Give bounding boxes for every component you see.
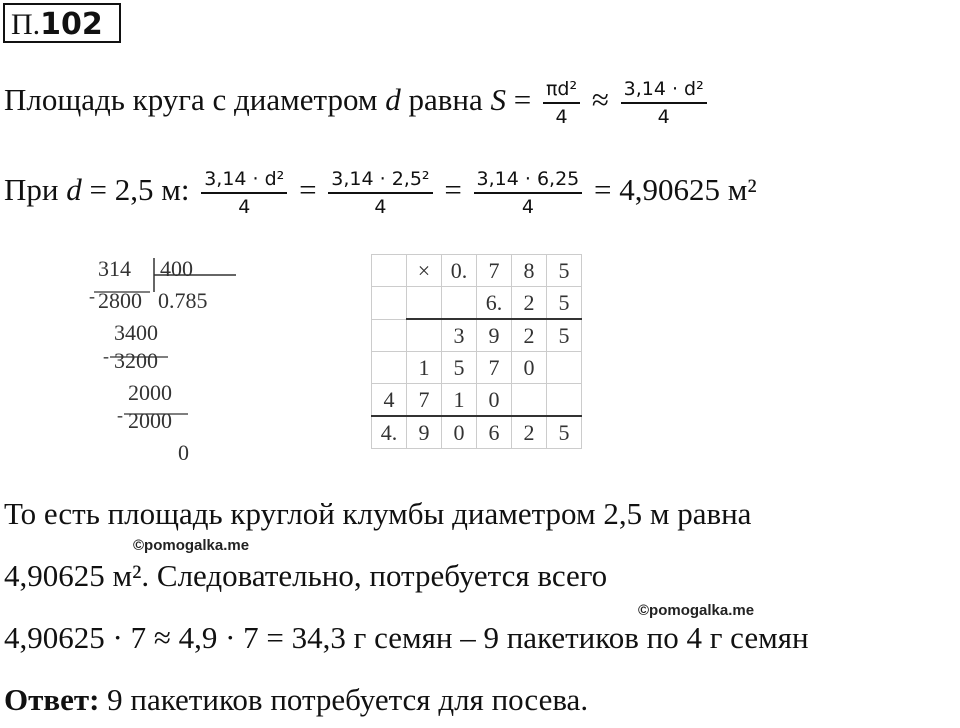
watermark: ©pomogalka.me — [133, 537, 250, 554]
fraction-denominator: 4 — [555, 106, 568, 128]
grid-row — [372, 255, 582, 287]
text-line-5: 4,90625 · 7 ≈ 4,9 · 7 = 34,3 г семян – 9 пакетиков по 4 г семян — [4, 620, 809, 655]
fraction-step-2 — [328, 168, 432, 218]
grid-cell: 5 — [442, 352, 477, 384]
grid-cell: 8 — [512, 255, 547, 287]
watermark: ©pomogalka.me — [638, 602, 755, 619]
grid-cell — [372, 352, 407, 384]
grid-cell: 9 — [477, 319, 512, 352]
divisor: 400 — [160, 256, 193, 281]
grid-cell: 7 — [477, 255, 512, 287]
grid-cell: 4. — [372, 416, 407, 449]
grid-row — [372, 287, 582, 320]
minus-sign: - — [89, 286, 95, 306]
answer-label: Ответ: — [4, 682, 100, 717]
line1-var: d — [385, 82, 401, 118]
grid-cell: 7 — [407, 384, 442, 417]
grid-cell: 3 — [442, 319, 477, 352]
minus-sign: - — [103, 346, 109, 366]
grid-cell: 6. — [477, 287, 512, 320]
line1-S: S — [490, 82, 506, 118]
division-step: 3200 — [114, 348, 158, 373]
line1-text: Площадь круга с диаметром — [4, 82, 378, 118]
fraction-denominator: 4 — [521, 196, 534, 218]
grid-cell: 1 — [442, 384, 477, 417]
grid-cell: 0 — [477, 384, 512, 417]
division-remainder: 0 — [178, 440, 189, 465]
line1-eq: = — [513, 82, 532, 118]
grid-cell: 5 — [547, 287, 582, 320]
grid-cell — [512, 384, 547, 417]
grid-row — [372, 416, 582, 449]
grid-cell: 0. — [442, 255, 477, 287]
approx-sign: ≈ — [591, 82, 609, 118]
grid-cell: 2 — [512, 287, 547, 320]
division-step: 2800 — [98, 288, 142, 313]
fraction-step-1 — [201, 168, 287, 218]
text-line-3: То есть площадь круглой клумбы диаметром 2,5 м равна — [4, 496, 752, 531]
eq-sign: = — [299, 172, 317, 208]
grid-cell: 4 — [372, 384, 407, 417]
grid-cell — [372, 319, 407, 352]
grid-cell — [407, 319, 442, 352]
fraction-denominator: 4 — [374, 196, 387, 218]
grid-cell: 5 — [547, 319, 582, 352]
grid-cell: × — [407, 255, 442, 287]
multiplication-grid — [371, 254, 582, 449]
fraction-numerator: 3,14 · d² — [201, 168, 287, 194]
fraction-step-3 — [474, 168, 583, 218]
division-step: 2000 — [128, 408, 172, 433]
line2-eq-val: = 2,5 м: — [89, 172, 190, 208]
fraction-314-d2 — [621, 78, 707, 128]
fraction-numerator: πd² — [543, 78, 580, 104]
line1-equals-text: равна — [408, 82, 483, 118]
dividend: 314 — [98, 256, 131, 281]
fraction-numerator: 3,14 · 6,25 — [474, 168, 583, 194]
eq-sign: = — [444, 172, 462, 208]
quotient: 0.785 — [158, 288, 208, 313]
grid-cell: 7 — [477, 352, 512, 384]
minus-sign: - — [117, 405, 123, 425]
answer-text: 9 пакетиков потребуется для посева. — [99, 682, 589, 717]
grid-row — [372, 384, 582, 417]
fraction-pi-d2 — [543, 78, 580, 128]
grid-cell — [547, 384, 582, 417]
problem-number-box — [3, 3, 121, 43]
formula-line-2 — [4, 168, 757, 218]
grid-cell — [547, 352, 582, 384]
text-line-4: 4,90625 м². Следовательно, потребуется всего — [4, 558, 608, 593]
grid-cell: 5 — [547, 255, 582, 287]
grid-cell — [442, 287, 477, 320]
grid-cell: 1 — [407, 352, 442, 384]
line2-result: = 4,90625 м² — [594, 172, 757, 208]
line2-prefix: При — [4, 172, 59, 208]
grid-cell: 2 — [512, 319, 547, 352]
grid-row — [372, 352, 582, 384]
division-step: 3400 — [114, 320, 158, 345]
fraction-numerator: 3,14 · d² — [621, 78, 707, 104]
grid-cell: 5 — [547, 416, 582, 449]
answer-line — [4, 682, 588, 718]
long-division — [86, 254, 246, 469]
grid-cell: 9 — [407, 416, 442, 449]
division-lines — [86, 254, 246, 469]
grid-cell — [372, 255, 407, 287]
fraction-numerator: 3,14 · 2,5² — [328, 168, 432, 194]
grid-cell: 6 — [477, 416, 512, 449]
grid-cell: 0 — [442, 416, 477, 449]
grid-row — [372, 319, 582, 352]
grid-cell — [372, 287, 407, 320]
line2-var: d — [66, 172, 82, 208]
grid-cell — [407, 287, 442, 320]
fraction-denominator: 4 — [657, 106, 670, 128]
grid-cell: 2 — [512, 416, 547, 449]
grid-cell: 0 — [512, 352, 547, 384]
formula-line-1 — [4, 78, 711, 128]
division-step: 2000 — [128, 380, 172, 405]
problem-number: 102 — [40, 7, 103, 42]
problem-prefix: П. — [11, 8, 41, 41]
fraction-denominator: 4 — [238, 196, 251, 218]
